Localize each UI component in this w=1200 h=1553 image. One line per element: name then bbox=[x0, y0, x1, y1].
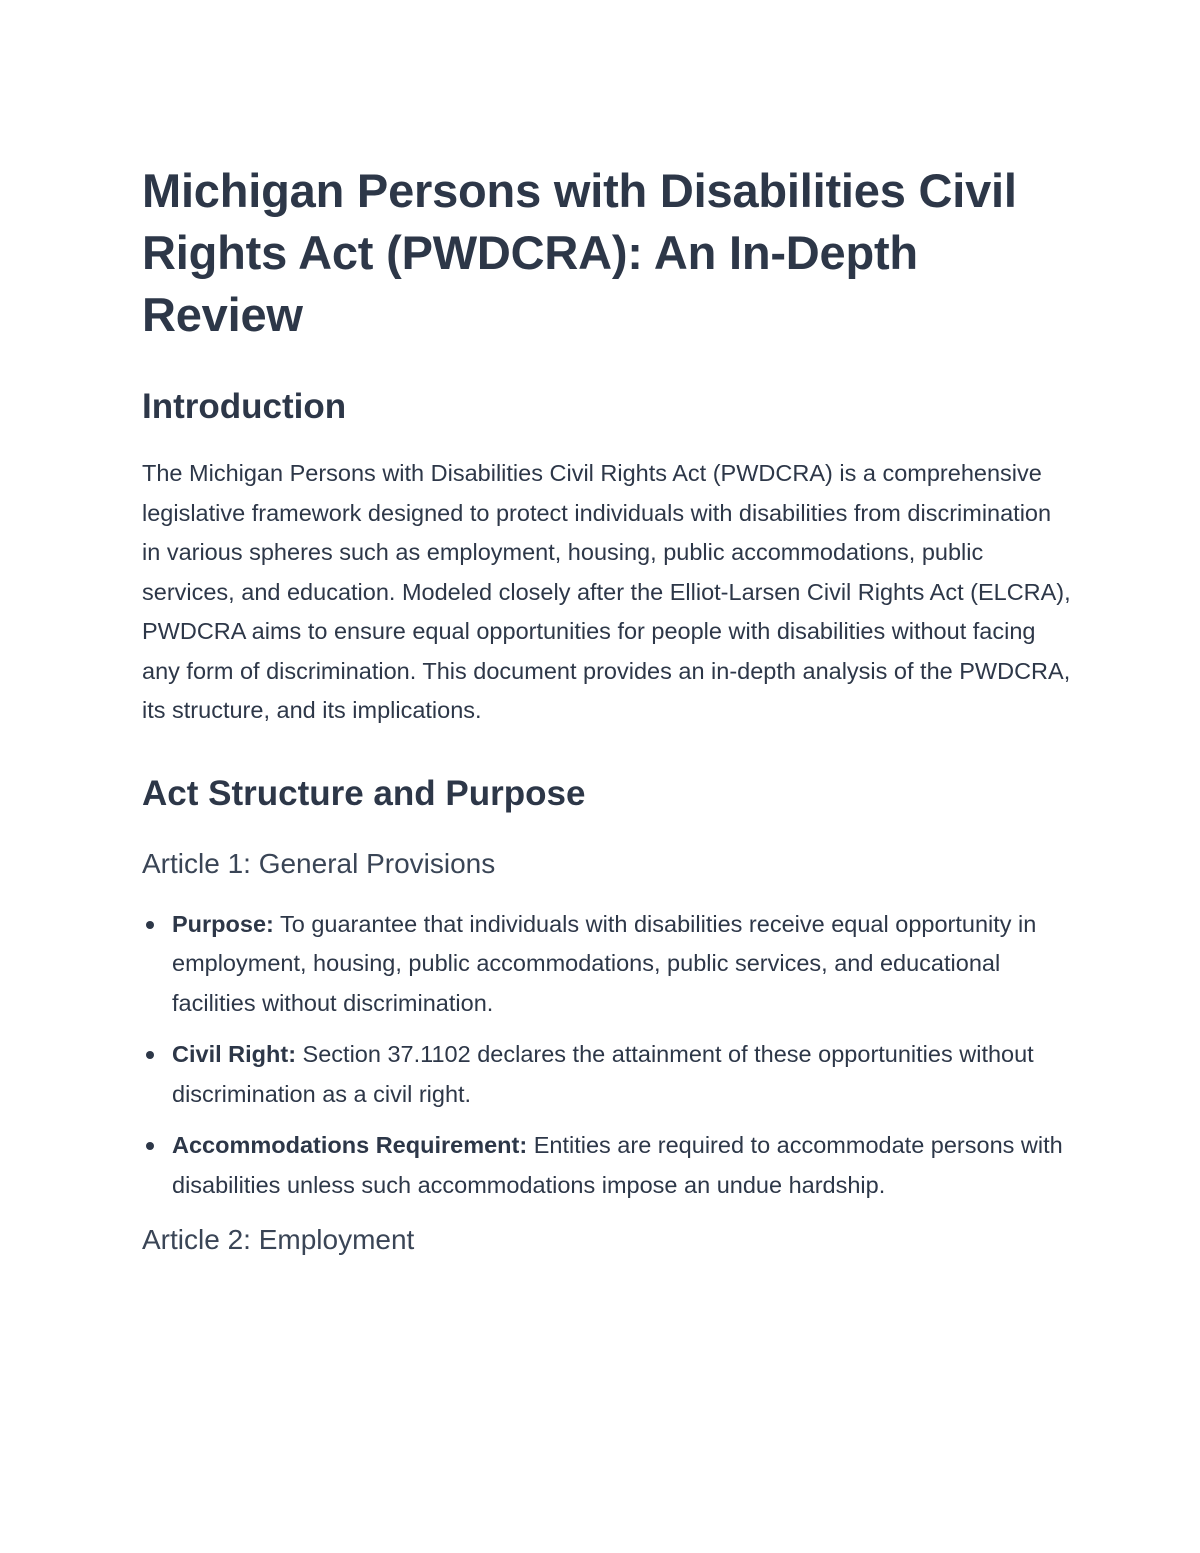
document-page bbox=[142, 160, 1072, 1259]
introduction-heading: Introduction bbox=[142, 387, 347, 426]
article-1-heading: Article 1: General Provisions bbox=[142, 847, 496, 879]
list-item bbox=[142, 1035, 1072, 1114]
bullet-icon bbox=[146, 921, 154, 929]
list-item bbox=[142, 905, 1072, 1024]
list-item-text: Entities are required to accommodate persons with disabilities unless such accommodations impose an undue hardship. bbox=[172, 1132, 1063, 1198]
list-item-text: Section 37.1102 declares the attainment of these opportunities without discrimination as a civil right. bbox=[172, 1041, 1034, 1107]
list-item-term: Civil Right: bbox=[172, 1041, 297, 1067]
list-item-term: Purpose: bbox=[172, 910, 274, 937]
article-1-list bbox=[142, 905, 1072, 1206]
list-item bbox=[142, 1126, 1072, 1205]
introduction-paragraph: The Michigan Persons with Disabilities Civil Rights Act (PWDCRA) is a comprehensive legislative framework designed to protect individuals with disabilities from discrimination in various spheres such as employment, housing, public accommodations, public services, and education. Modeled closely after the Elliot-Larsen Civil Rights Act (ELCRA), PWDCRA aims to ensure equal opportunities for people with disabilities without facing any form of discrimination. This document provides an in-depth analysis of the PWDCRA, its structure, and its implications. bbox=[142, 460, 1071, 723]
document-title: Michigan Persons with Disabilities Civil Rights Act (PWDCRA): An In-Depth Review bbox=[142, 164, 1017, 341]
list-item-term: Accommodations Requirement: bbox=[172, 1132, 528, 1158]
act-structure-heading: Act Structure and Purpose bbox=[142, 773, 586, 813]
list-item-text: To guarantee that individuals with disabilities receive equal opportunity in employment, housing, public accommodations, public services, and educational facilities without discrimination. bbox=[172, 910, 1037, 1016]
bullet-icon bbox=[146, 1051, 154, 1059]
bullet-icon bbox=[146, 1142, 154, 1150]
article-2-heading: Article 2: Employment bbox=[142, 1224, 415, 1255]
